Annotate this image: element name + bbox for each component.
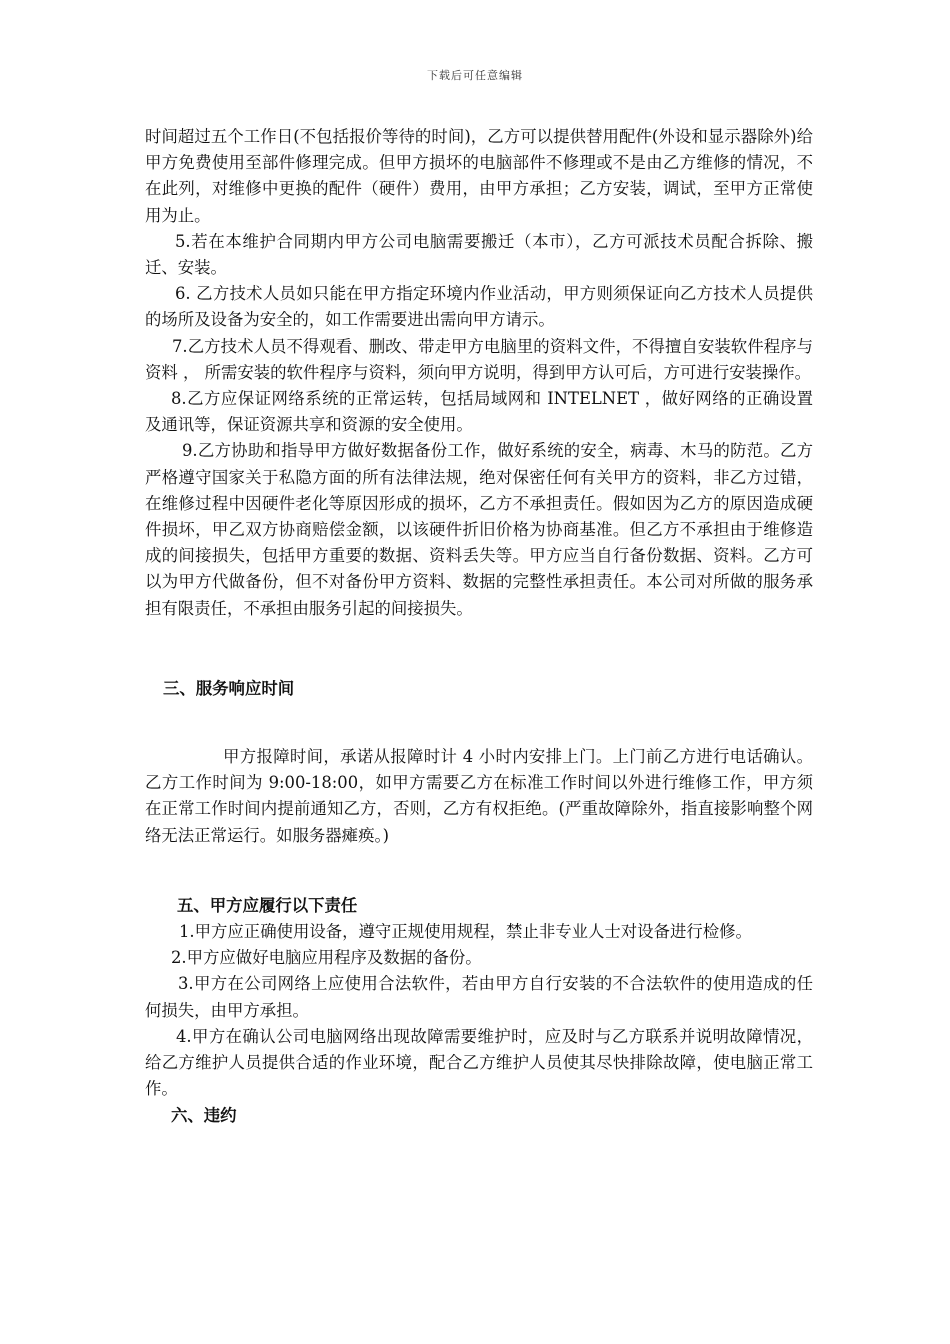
section-3-title: 三、服务响应时间	[163, 678, 295, 698]
section-5-item-2: 2.甲方应做好电脑应用程序及数据的备份。	[171, 948, 482, 968]
clause-7-data-privacy: 7.乙方技术人员不得观看、删改、带走甲方电脑里的资料文件，不得擅自安装软件程序与资料 ， 所需安装的软件程序与资料，须向甲方说明，得到甲方认可后，方可进行安装操作。	[145, 336, 813, 382]
section-5-title: 五、甲方应履行以下责任	[177, 895, 358, 915]
page-header-note: 下载后可任意编辑	[427, 69, 523, 82]
section-5-item-3: 3.甲方在公司网络上应使用合法软件，若由甲方自行安装的不合法软件的使用造成的任何损失，由甲方承担。	[145, 974, 813, 1020]
section-3-body: 甲方报障时间，承诺从报障时计 4 小时内安排上门。上门前乙方进行电话确认。乙方工作时间为 9:00-18:00，如甲方需要乙方在标准工作时间以外进行维修工作，甲方须在正常工作时间内提前通知乙方，否则，乙方有权拒绝。(严重故障除外，指直接影响整个网络无法正常运行。如服务器瘫痪。)	[145, 747, 813, 845]
clause-6-work-environment: 6. 乙方技术人员如只能在甲方指定环境内作业活动，甲方则须保证向乙方技术人员提供的场所及设备为安全的，如工作需要进出需向甲方请示。	[145, 284, 813, 330]
clause-5-relocation: 5.若在本维护合同期内甲方公司电脑需要搬迁（本市），乙方可派技术员配合拆除、搬迁、安装。	[145, 231, 813, 278]
clause-9-backup: 9.乙方协助和指导甲方做好数据备份工作，做好系统的安全，病毒、木马的防范。乙方严格遵守国家关于私隐方面的所有法律法规，绝对保密任何有关甲方的资料，非乙方过错，在维修过程中因硬件老化等原因形成的损坏，乙方不承担责任。假如因为乙方的原因造成硬件损坏，甲乙双方协商赔偿金额，以该硬件折旧价格为协商基准。但乙方不承担由于维修造成的间接损失，包括甲方重要的数据、资料丢失等。甲方应当自行备份数据、资料。乙方可以为甲方代做备份，但不对备份甲方资料、数据的完整性承担责任。本公司对所做的服务承担有限责任，不承担由服务引起的间接损失。	[145, 441, 813, 618]
section-6-title: 六、违约	[171, 1105, 237, 1125]
document-body	[145, 124, 813, 1129]
paragraph-spare-parts: 时间超过五个工作日(不包括报价等待的时间)，乙方可以提供替用配件(外设和显示器除外)给甲方免费使用至部件修理完成。但甲方损坏的电脑部件不修理或不是由乙方维修的情况，不在此列，对维修中更换的配件（硬件）费用，由甲方承担；乙方安装，调试，至甲方正常使用为止。	[145, 127, 813, 225]
section-5-item-1: 1.甲方应正确使用设备，遵守正规使用规程，禁止非专业人士对设备进行检修。	[179, 922, 752, 942]
clause-8-network: 8.乙方应保证网络系统的正常运转，包括局域网和 INTELNET ，做好网络的正确设置及通讯等，保证资源共享和资源的安全使用。	[145, 389, 813, 435]
section-5-item-4: 4.甲方在确认公司电脑网络出现故障需要维护时，应及时与乙方联系并说明故障情况，给乙方维护人员提供合适的作业环境，配合乙方维护人员使其尽快排除故障，使电脑正常工作。	[145, 1026, 813, 1099]
